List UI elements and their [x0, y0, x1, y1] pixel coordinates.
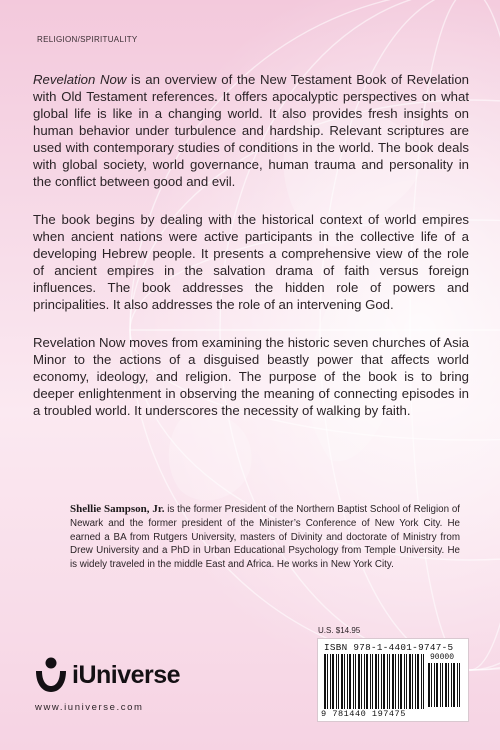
- barcode-bar: [366, 654, 368, 709]
- price-label: U.S. $14.95: [318, 626, 361, 635]
- iuniverse-logo-icon: [33, 655, 69, 695]
- barcode-bar: [412, 654, 413, 709]
- publisher-logo: [33, 655, 180, 695]
- barcode-bar: [392, 654, 394, 709]
- barcode-bar: [428, 663, 430, 707]
- barcode-bar: [440, 663, 441, 707]
- barcode-bar: [442, 663, 443, 707]
- author-name: Shellie Sampson, Jr.: [70, 503, 165, 515]
- blurb-paragraph-1: [33, 71, 469, 190]
- barcode-bar: [395, 654, 396, 709]
- barcode-bar: [361, 654, 362, 709]
- barcode-bar: [417, 654, 419, 709]
- publisher-website: www.iuniverse.com: [35, 702, 144, 713]
- publisher-name: iUniverse: [72, 660, 181, 689]
- blurb-paragraph-3: Revelation Now moves from examining the historic seven churches of Asia Minor to the actions of a disguised beastly power that affects world economy, ideology, and religion. The purpose of the book is to bring deeper enlightenment in observing the meaning of connecting episodes in a troubled world. It underscores the necessity of walking by faith.: [33, 335, 469, 418]
- barcode-bar: [409, 654, 411, 709]
- barcode-bar: [370, 654, 371, 709]
- author-bio-text: is the former President of the Northern Baptist School of Religion of Newark and the former president of the Minister’s Conference of New York City. He earned a BA from Rutgers University, masters of Divinity and doctorate of Ministry from Drew University and a PhD in Urban Educational Psychology from Temple University. He is widely traveled in the middle East and Africa. He works in New York City.: [70, 504, 460, 571]
- barcode-bar: [400, 654, 402, 709]
- barcode-bar: [330, 654, 331, 709]
- barcode-bar: [349, 654, 351, 709]
- barcode-bar: [457, 663, 458, 707]
- barcode-bar: [364, 654, 365, 709]
- barcode-bar: [389, 654, 390, 709]
- barcode-bar: [423, 654, 424, 709]
- barcode-bar: [451, 663, 452, 707]
- barcode-bar: [327, 654, 328, 709]
- barcode-bar: [448, 663, 449, 707]
- barcode-bar: [434, 663, 435, 707]
- barcode-bar: [353, 654, 354, 709]
- back-cover-blurb: [33, 71, 469, 440]
- barcode-bar: [355, 654, 356, 709]
- barcode-bar: [421, 654, 422, 709]
- barcode-bar: [347, 654, 348, 709]
- barcode-bar: [336, 654, 337, 709]
- barcode-bar: [378, 654, 379, 709]
- blurb-paragraph-2: The book begins by dealing with the historical context of world empires when ancient nations were active participants in the collective life of a developing Hebrew people. It presents a comprehensive view of the role of ancient empires in the salvation drama of faith versus foreign influences. The book addresses the hidden role of powers and principalities. It also addresses the role of an intervening God.: [33, 212, 469, 312]
- barcode-bar: [372, 654, 373, 709]
- barcode-bar: [398, 654, 399, 709]
- barcode-bar: [445, 663, 447, 707]
- barcode-bar: [332, 654, 334, 709]
- barcode-bar: [358, 654, 360, 709]
- ean-digits: 9 781440 197475: [321, 709, 406, 719]
- barcode-bar: [404, 654, 405, 709]
- blurb-paragraph-1-text: is an overview of the New Testament Book of Revelation with Old Testament references. It offers apocalyptic perspectives on what global life is like in a changing world. It also provides fresh insights on human behavior under turbulence and hardship. Relevant scriptures are used with contemporary studies of conditions in the world. The book deals with global society, world governance, human trauma and personality in the conflict between good and evil.: [33, 72, 470, 189]
- isbn-text: ISBN 978-1-4401-9747-5: [324, 642, 454, 653]
- author-bio: [70, 503, 460, 572]
- barcode-bar: [344, 654, 345, 709]
- barcode-bar: [375, 654, 377, 709]
- barcode-bar: [436, 663, 438, 707]
- barcode-bar: [459, 663, 460, 707]
- barcode-bar: [341, 654, 343, 709]
- barcode-bar: [453, 663, 455, 707]
- barcode-bar: [324, 654, 326, 709]
- barcode-bar: [415, 654, 416, 709]
- barcode-bar: [338, 654, 339, 709]
- addon-barcode-bars: [428, 663, 464, 709]
- barcode-bar: [406, 654, 407, 709]
- barcode-bar: [431, 663, 432, 707]
- barcode-bar: [381, 654, 382, 709]
- category-label: RELIGION/SPIRITUALITY: [37, 35, 138, 44]
- barcode-bar: [383, 654, 385, 709]
- book-title-italic: Revelation Now: [33, 72, 127, 87]
- barcode-addon-digits: 90000: [430, 653, 455, 662]
- barcode-bar: [387, 654, 388, 709]
- ean-barcode-bars: [324, 654, 424, 712]
- isbn-barcode: [317, 638, 469, 722]
